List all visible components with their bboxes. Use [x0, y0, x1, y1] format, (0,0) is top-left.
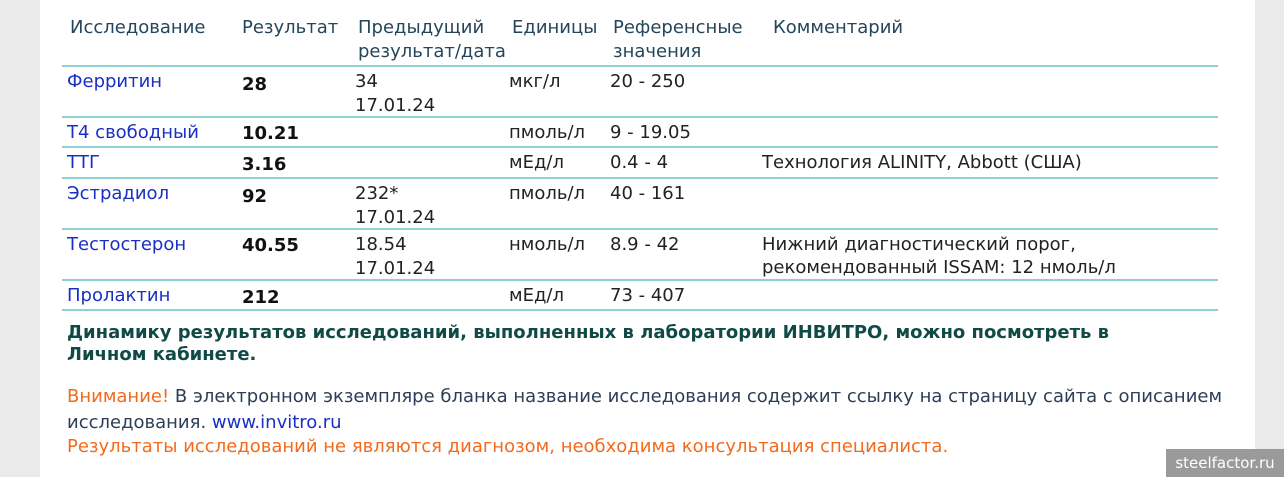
reference-range: 40 - 161: [610, 183, 686, 204]
attention-note-line-2: [67, 412, 342, 434]
comment: Технология ALINITY, Abbott (США): [762, 152, 1082, 173]
header-reference-l2: значения: [613, 41, 702, 62]
result-value: 28: [242, 74, 268, 95]
dynamics-note-line-1: Динамику результатов исследований, выполненных в лаборатории ИНВИТРО, можно посмотреть в: [67, 322, 1110, 343]
row-divider: [62, 228, 1218, 230]
test-link-estradiol[interactable]: Эстрадиол: [67, 183, 170, 204]
attention-note: [67, 386, 1222, 408]
reference-range: 73 - 407: [610, 285, 686, 306]
previous-date: 17.01.24: [355, 258, 436, 279]
site-link[interactable]: www.invitro.ru: [211, 412, 342, 433]
test-link-prolactin[interactable]: Пролактин: [67, 285, 171, 306]
watermark: steelfactor.ru: [1166, 449, 1284, 477]
table-bottom-divider: [62, 309, 1218, 311]
previous-value: 232*: [355, 183, 399, 204]
header-reference-l1: Референсные: [613, 17, 743, 38]
previous-date: 17.01.24: [355, 207, 436, 228]
header-previous-l1: Предыдущий: [358, 17, 485, 38]
attention-text-2: исследования.: [67, 412, 207, 433]
header-previous-l2: результат/дата: [358, 41, 506, 62]
header-divider: [62, 65, 1218, 67]
header-test: Исследование: [70, 17, 206, 38]
row-divider: [62, 116, 1218, 118]
disclaimer: Результаты исследований не являются диагнозом, необходима консультация специалиста.: [67, 436, 949, 457]
units: пмоль/л: [509, 122, 586, 143]
units: мЕд/л: [509, 152, 564, 173]
row-divider: [62, 279, 1218, 281]
dynamics-note-line-2: Личном кабинете.: [67, 344, 257, 365]
reference-range: 20 - 250: [610, 71, 686, 92]
test-link-tsh[interactable]: ТТГ: [67, 152, 100, 173]
units: нмоль/л: [509, 234, 586, 255]
result-value: 92: [242, 186, 268, 207]
comment-line-2: рекомендованный ISSAM: 12 нмоль/л: [762, 257, 1116, 278]
comment-line-1: Нижний диагностический порог,: [762, 234, 1076, 255]
result-value: 3.16: [242, 154, 287, 175]
row-divider: [62, 177, 1218, 179]
result-value: 212: [242, 287, 280, 308]
test-link-t4-free[interactable]: Т4 свободный: [67, 122, 199, 143]
units: пмоль/л: [509, 183, 586, 204]
units: мкг/л: [509, 71, 561, 92]
header-result: Результат: [242, 17, 339, 38]
result-value: 10.21: [242, 123, 299, 144]
header-units: Единицы: [512, 17, 598, 38]
reference-range: 0.4 - 4: [610, 152, 669, 173]
previous-value: 18.54: [355, 234, 407, 255]
result-value: 40.55: [242, 235, 299, 256]
previous-date: 17.01.24: [355, 95, 436, 116]
test-link-ferritin[interactable]: Ферритин: [67, 71, 163, 92]
attention-label: Внимание!: [67, 386, 170, 407]
reference-range: 9 - 19.05: [610, 122, 691, 143]
previous-value: 34: [355, 71, 378, 92]
row-divider: [62, 146, 1218, 148]
units: мЕд/л: [509, 285, 564, 306]
header-comment: Комментарий: [773, 17, 904, 38]
attention-text: В электронном экземпляре бланка название исследования содержит ссылку на страницу сайта с описанием: [169, 386, 1223, 407]
test-link-testosterone[interactable]: Тестостерон: [67, 234, 187, 255]
reference-range: 8.9 - 42: [610, 234, 680, 255]
